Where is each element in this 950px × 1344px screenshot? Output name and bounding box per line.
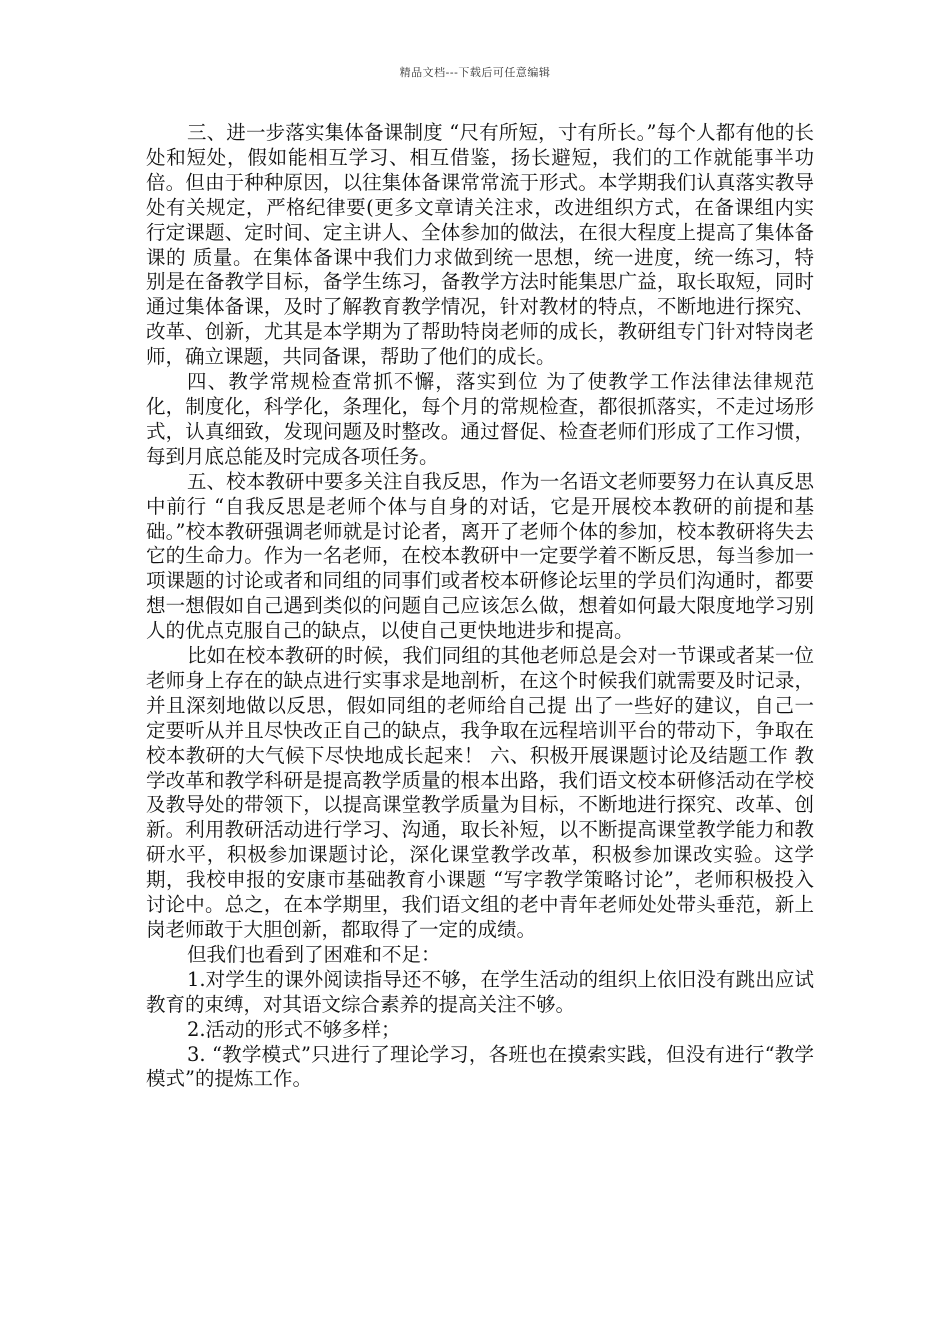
page-header: 精品文档---下载后可任意编辑 bbox=[399, 66, 551, 79]
paragraph-difficulties-intro: 但我们也看到了困难和不足： bbox=[186, 942, 441, 966]
paragraph-teaching-routine-checks: 四、教学常规检查常抓不懈，落实到位 为了使教学工作法律法律规范化，制度化，科学化，条理化，每个月的常规检查，都很抓落实，不走过场形式，认真细致，发现问题及时整改。通过督促、检查老师们形成了工作习惯，每到月底总能及时完成各项任务。 bbox=[146, 370, 814, 468]
paragraph-self-reflection: 五、校本教研中要多关注自我反思，作为一名语文老师要努力在认真反思中前行 “自我反思是老师个体与自身的对话，它是开展校本教研的前提和基础。”校本教研强调老师就是讨论者，离开了老师个体的参加，校本教研将失去它的生命力。作为一名老师，在校本教研中一定要学着不断反思，每当参加一项课题的讨论或者和同组的同事们或者校本研修论坛里的学员们沟通时，都要想一想假如自己遇到类似的问题自己应该怎么做，想着如何最大限度地学习别人的优点克服自己的缺点，以使自己更快地进步和提高。 bbox=[146, 469, 814, 643]
document-body bbox=[146, 121, 814, 1092]
list-item-difficulty-2: 2.活动的形式不够多样； bbox=[186, 1017, 401, 1041]
list-item-difficulty-3: 3. “教学模式”只进行了理论学习，各班也在摸索实践，但没有进行“教学模式”的提炼工作。 bbox=[146, 1042, 814, 1091]
paragraph-collective-lesson-prep: 三、进一步落实集体备课制度 “尺有所短，寸有所长。”每个人都有他的长处和短处，假如能相互学习、相互借鉴，扬长避短，我们的工作就能事半功倍。但由于种种原因，以往集体备课常常流于形式。本学期我们认真落实教导处有关规定，严格纪律要(更多文章请关注求，改进组织方式，在备课组内实行定课题、定时间、定主讲人、全体参加的做法，在很大程度上提高了集体备课的 质量。在集体备课中我们力求做到统一思想，统一进度，统一练习，特别是在备教学目标，备学生练习，备教学方法时能集思广益，取长取短，同时通过集体备课，及时了解教育教学情况，针对教材的特点，不断地进行探究、改革、创新，尤其是本学期为了帮助特岗老师的成长，教研组专门针对特岗老师，确立课题，共同备课，帮助了他们的成长。 bbox=[146, 121, 814, 369]
paragraph-research-projects: 比如在校本教研的时候，我们同组的其他老师总是会对一节课或者某一位老师身上存在的缺点进行实事求是地剖析，在这个时候我们就需要及时记录，并且深刻地做以反思，假如同组的老师给自己提 出了一些好的建议，自己一定要听从并且尽快改正自己的缺点，我争取在远程培训平台的带动下，争取在校本教研的大气候下尽快地成长起来！ 六、积极开展课题讨论及结题工作 教学改革和教学科研是提高教学质量的根本出路，我们语文校本研修活动在学校及教导处的带领下，以提高课堂教学质量为目标，不断地进行探究、改革、创新。利用教研活动进行学习、沟通，取长补短，以不断提高课堂教学能力和教研水平，积极参加课题讨论，深化课堂教学改革，积极参加课改实验。这学期，我校申报的安康市基础教育小课题 “写字教学策略讨论”，老师积极投入讨论中。总之，在本学期里，我们语文组的老中青年老师处处带头垂范，新上岗老师敢于大胆创新，都取得了一定的成绩。 bbox=[146, 644, 814, 941]
list-item-difficulty-1: 1.对学生的课外阅读指导还不够，在学生活动的组织上依旧没有跳出应试教育的束缚，对其语文综合素养的提高关注不够。 bbox=[146, 967, 814, 1016]
